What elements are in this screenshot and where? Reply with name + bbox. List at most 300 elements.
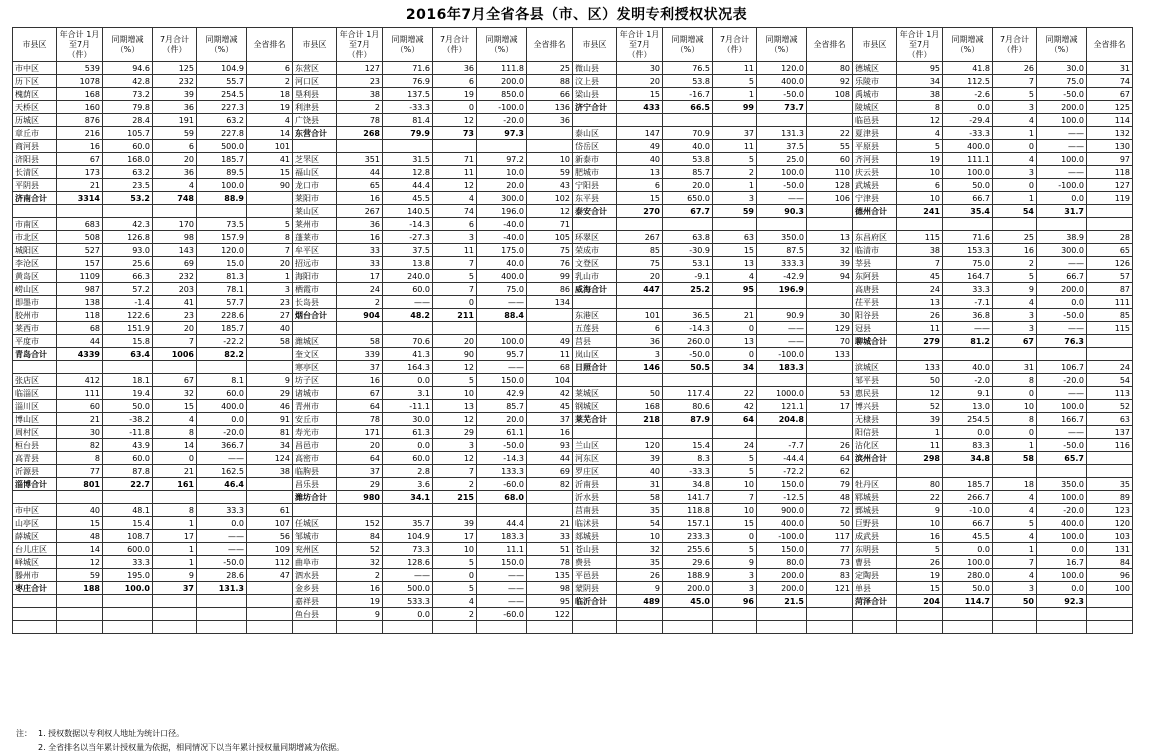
- value-cell: 600.0: [103, 543, 153, 556]
- value-cell: 7: [153, 335, 197, 348]
- value-cell: 0: [993, 140, 1037, 153]
- value-cell: 67: [1087, 88, 1133, 101]
- region-cell: 周村区: [13, 426, 57, 439]
- table-row: [13, 621, 1133, 634]
- value-cell: 232: [153, 75, 197, 88]
- value-cell: 204.8: [757, 413, 807, 426]
- value-cell: 29: [433, 426, 477, 439]
- value-cell: 17: [433, 530, 477, 543]
- value-cell: 80.6: [663, 400, 713, 413]
- region-cell: 山亭区: [13, 517, 57, 530]
- value-cell: 58: [337, 335, 383, 348]
- region-cell: 单县: [853, 582, 897, 595]
- column-header: 同期增减 （%）: [103, 28, 153, 62]
- value-cell: 11.1: [477, 543, 527, 556]
- value-cell: [807, 205, 853, 218]
- value-cell: ——: [477, 296, 527, 309]
- value-cell: 683: [57, 218, 103, 231]
- table-row: [13, 88, 1133, 101]
- value-cell: 120: [1087, 517, 1133, 530]
- value-cell: 44: [337, 166, 383, 179]
- table-row: [13, 244, 1133, 257]
- value-cell: [807, 283, 853, 296]
- value-cell: 0.0: [943, 426, 993, 439]
- value-cell: 84: [1087, 556, 1133, 569]
- value-cell: 66.5: [663, 101, 713, 114]
- value-cell: 11: [713, 140, 757, 153]
- value-cell: 9: [617, 582, 663, 595]
- value-cell: 59: [527, 166, 573, 179]
- value-cell: [943, 608, 993, 621]
- value-cell: -100.0: [477, 101, 527, 114]
- value-cell: 125: [153, 62, 197, 75]
- value-cell: 508: [57, 231, 103, 244]
- value-cell: 2: [433, 478, 477, 491]
- value-cell: 31: [993, 361, 1037, 374]
- column-header: 市县区: [13, 28, 57, 62]
- region-cell: 蒙阴县: [573, 582, 617, 595]
- value-cell: 17: [807, 400, 853, 413]
- value-cell: 137: [1087, 426, 1133, 439]
- value-cell: 21: [57, 413, 103, 426]
- value-cell: 0.0: [383, 374, 433, 387]
- value-cell: 3: [433, 439, 477, 452]
- value-cell: 35: [617, 504, 663, 517]
- value-cell: 91: [247, 413, 293, 426]
- value-cell: 111: [57, 387, 103, 400]
- value-cell: [807, 114, 853, 127]
- value-cell: 115: [897, 231, 943, 244]
- value-cell: [993, 348, 1037, 361]
- value-cell: 20: [153, 153, 197, 166]
- region-cell: 临邑县: [853, 114, 897, 127]
- value-cell: 16: [337, 192, 383, 205]
- value-cell: 78: [337, 413, 383, 426]
- value-cell: 39: [617, 452, 663, 465]
- value-cell: [57, 361, 103, 374]
- patent-grant-table: [12, 27, 1133, 634]
- value-cell: 500.0: [383, 582, 433, 595]
- region-cell: 东港区: [573, 309, 617, 322]
- value-cell: 131.3: [197, 582, 247, 595]
- value-cell: 147: [617, 127, 663, 140]
- value-cell: 0: [433, 569, 477, 582]
- table-row: [13, 75, 1133, 88]
- value-cell: 40: [57, 504, 103, 517]
- value-cell: 37: [337, 465, 383, 478]
- value-cell: 34: [713, 361, 757, 374]
- value-cell: 131: [1087, 543, 1133, 556]
- value-cell: 3: [993, 166, 1037, 179]
- value-cell: -33.3: [383, 101, 433, 114]
- value-cell: 3: [993, 309, 1037, 322]
- value-cell: 100.0: [1037, 530, 1087, 543]
- value-cell: 4: [993, 491, 1037, 504]
- value-cell: 3: [617, 348, 663, 361]
- value-cell: 26: [897, 556, 943, 569]
- value-cell: [247, 608, 293, 621]
- value-cell: 196.9: [757, 283, 807, 296]
- region-cell: 罗庄区: [573, 465, 617, 478]
- value-cell: 26: [807, 439, 853, 452]
- region-cell: 垦利县: [293, 88, 337, 101]
- region-cell: [293, 322, 337, 335]
- value-cell: [527, 140, 573, 153]
- value-cell: 36.8: [943, 309, 993, 322]
- value-cell: 0.0: [943, 101, 993, 114]
- city-total-cell: 滨州合计: [853, 452, 897, 465]
- table-row: [13, 309, 1133, 322]
- value-cell: 57.2: [103, 283, 153, 296]
- region-cell: [13, 491, 57, 504]
- value-cell: 18.1: [103, 374, 153, 387]
- value-cell: 42: [713, 400, 757, 413]
- value-cell: 333.3: [757, 257, 807, 270]
- value-cell: -10.0: [943, 504, 993, 517]
- value-cell: 121.1: [757, 400, 807, 413]
- value-cell: [103, 595, 153, 608]
- value-cell: 25: [993, 231, 1037, 244]
- value-cell: 111.1: [943, 153, 993, 166]
- value-cell: 45: [527, 400, 573, 413]
- value-cell: [943, 465, 993, 478]
- value-cell: -27.3: [383, 231, 433, 244]
- region-cell: 崂山区: [13, 283, 57, 296]
- region-cell: 天桥区: [13, 101, 57, 114]
- table-row: [13, 296, 1133, 309]
- value-cell: 150.0: [477, 374, 527, 387]
- column-header: 市县区: [293, 28, 337, 62]
- value-cell: 38: [897, 88, 943, 101]
- table-row: [13, 140, 1133, 153]
- region-cell: [853, 465, 897, 478]
- value-cell: 13: [433, 400, 477, 413]
- region-cell: 诸城市: [293, 387, 337, 400]
- region-cell: 微山县: [573, 62, 617, 75]
- value-cell: [807, 374, 853, 387]
- value-cell: 110: [807, 166, 853, 179]
- column-header: 全省排名: [1087, 28, 1133, 62]
- value-cell: [197, 491, 247, 504]
- value-cell: [713, 608, 757, 621]
- region-cell: 河口区: [293, 75, 337, 88]
- region-cell: 安丘市: [293, 413, 337, 426]
- column-header: 7月合计 （件）: [433, 28, 477, 62]
- value-cell: 85.7: [477, 400, 527, 413]
- value-cell: 63: [1087, 413, 1133, 426]
- value-cell: 8: [57, 452, 103, 465]
- value-cell: 68.0: [477, 491, 527, 504]
- value-cell: 36: [617, 335, 663, 348]
- value-cell: 254.5: [197, 88, 247, 101]
- value-cell: 100.0: [1037, 153, 1087, 166]
- value-cell: 40: [617, 153, 663, 166]
- value-cell: 20: [617, 75, 663, 88]
- value-cell: [617, 426, 663, 439]
- table-row: [13, 413, 1133, 426]
- value-cell: [247, 621, 293, 634]
- value-cell: 96: [713, 595, 757, 608]
- value-cell: 183.3: [757, 361, 807, 374]
- value-cell: 850.0: [477, 88, 527, 101]
- value-cell: 39: [807, 257, 853, 270]
- value-cell: -20.0: [477, 114, 527, 127]
- region-cell: 郯城县: [573, 530, 617, 543]
- value-cell: 11: [433, 166, 477, 179]
- value-cell: [1087, 335, 1133, 348]
- value-cell: 15.4: [103, 517, 153, 530]
- region-cell: 台儿庄区: [13, 543, 57, 556]
- value-cell: [433, 504, 477, 517]
- value-cell: 5: [993, 88, 1037, 101]
- value-cell: 21: [57, 179, 103, 192]
- region-cell: 曹县: [853, 556, 897, 569]
- value-cell: 75.0: [1037, 75, 1087, 88]
- region-cell: 临清市: [853, 244, 897, 257]
- value-cell: 168.0: [103, 153, 153, 166]
- value-cell: -7.7: [757, 439, 807, 452]
- value-cell: 78: [337, 114, 383, 127]
- region-cell: [853, 218, 897, 231]
- value-cell: 46.4: [197, 478, 247, 491]
- table-row: [13, 205, 1133, 218]
- value-cell: 49: [617, 140, 663, 153]
- value-cell: [103, 491, 153, 504]
- value-cell: 12.8: [383, 166, 433, 179]
- value-cell: 28.4: [103, 114, 153, 127]
- value-cell: 32: [807, 244, 853, 257]
- value-cell: 87.5: [757, 244, 807, 257]
- value-cell: 533.3: [383, 595, 433, 608]
- value-cell: 80: [807, 62, 853, 75]
- value-cell: 15: [153, 400, 197, 413]
- table-row: [13, 478, 1133, 491]
- value-cell: 23: [153, 309, 197, 322]
- value-cell: 128.6: [383, 556, 433, 569]
- value-cell: [897, 348, 943, 361]
- value-cell: 84: [337, 530, 383, 543]
- header-row: [13, 28, 1133, 62]
- region-cell: 莱山区: [293, 205, 337, 218]
- table-row: [13, 595, 1133, 608]
- table-row: [13, 517, 1133, 530]
- value-cell: 100.0: [1037, 491, 1087, 504]
- value-cell: 10.0: [477, 166, 527, 179]
- value-cell: [713, 621, 757, 634]
- column-header: 年合计 1月至7月 （件）: [897, 28, 943, 62]
- value-cell: 113: [1087, 387, 1133, 400]
- value-cell: 79.8: [103, 101, 153, 114]
- region-cell: 东营区: [293, 62, 337, 75]
- value-cell: 339: [337, 348, 383, 361]
- region-cell: [573, 374, 617, 387]
- value-cell: 54: [993, 205, 1037, 218]
- value-cell: 61.1: [477, 426, 527, 439]
- value-cell: 53: [807, 387, 853, 400]
- value-cell: -14.3: [663, 322, 713, 335]
- value-cell: 175.0: [477, 244, 527, 257]
- region-cell: [573, 608, 617, 621]
- value-cell: 87: [1087, 283, 1133, 296]
- table-row: [13, 426, 1133, 439]
- value-cell: [617, 296, 663, 309]
- value-cell: 200.0: [757, 582, 807, 595]
- value-cell: 10: [897, 517, 943, 530]
- region-cell: 长清区: [13, 166, 57, 179]
- value-cell: 4339: [57, 348, 103, 361]
- value-cell: 171: [337, 426, 383, 439]
- value-cell: [617, 621, 663, 634]
- region-cell: 德城区: [853, 62, 897, 75]
- value-cell: 13.0: [943, 400, 993, 413]
- value-cell: 53.8: [663, 153, 713, 166]
- value-cell: [153, 491, 197, 504]
- value-cell: [103, 205, 153, 218]
- value-cell: 90.3: [757, 205, 807, 218]
- value-cell: [247, 595, 293, 608]
- value-cell: 191: [153, 114, 197, 127]
- value-cell: 21: [713, 309, 757, 322]
- value-cell: 6: [617, 322, 663, 335]
- value-cell: 1: [897, 426, 943, 439]
- region-cell: 青州市: [293, 400, 337, 413]
- value-cell: -16.7: [663, 88, 713, 101]
- value-cell: 19: [337, 595, 383, 608]
- value-cell: 67: [337, 387, 383, 400]
- table-row: [13, 361, 1133, 374]
- value-cell: 0.0: [1037, 192, 1087, 205]
- value-cell: 90.9: [757, 309, 807, 322]
- region-cell: 莱州市: [293, 218, 337, 231]
- value-cell: 35.7: [383, 517, 433, 530]
- value-cell: 18: [993, 478, 1037, 491]
- value-cell: 44: [527, 452, 573, 465]
- region-cell: 莘县: [853, 257, 897, 270]
- value-cell: 3.6: [383, 478, 433, 491]
- value-cell: 21.5: [757, 595, 807, 608]
- region-cell: 泰山区: [573, 127, 617, 140]
- value-cell: 12: [433, 179, 477, 192]
- value-cell: 52: [337, 543, 383, 556]
- value-cell: 350.0: [757, 231, 807, 244]
- value-cell: 117: [807, 530, 853, 543]
- value-cell: 97.3: [477, 127, 527, 140]
- value-cell: 46: [247, 400, 293, 413]
- region-cell: 桓台县: [13, 439, 57, 452]
- value-cell: -11.1: [383, 400, 433, 413]
- value-cell: 36: [433, 62, 477, 75]
- value-cell: 45.5: [943, 530, 993, 543]
- value-cell: 38: [897, 244, 943, 257]
- value-cell: [57, 608, 103, 621]
- region-cell: 高青县: [13, 452, 57, 465]
- value-cell: 11: [527, 348, 573, 361]
- value-cell: 22.7: [103, 478, 153, 491]
- value-cell: 527: [57, 244, 103, 257]
- value-cell: 15: [897, 582, 943, 595]
- value-cell: 10: [527, 153, 573, 166]
- value-cell: 85: [617, 244, 663, 257]
- value-cell: 111.8: [477, 62, 527, 75]
- value-cell: 8: [153, 504, 197, 517]
- value-cell: 10: [713, 504, 757, 517]
- value-cell: [713, 296, 757, 309]
- value-cell: ——: [943, 322, 993, 335]
- value-cell: 13.8: [383, 257, 433, 270]
- city-total-cell: 济宁合计: [573, 101, 617, 114]
- value-cell: [197, 608, 247, 621]
- value-cell: 81.2: [943, 335, 993, 348]
- value-cell: 42.3: [103, 218, 153, 231]
- value-cell: 6: [617, 179, 663, 192]
- region-cell: 沂南县: [573, 478, 617, 491]
- value-cell: 95: [897, 62, 943, 75]
- value-cell: 8: [153, 426, 197, 439]
- value-cell: 129: [807, 322, 853, 335]
- value-cell: 24: [1087, 361, 1133, 374]
- value-cell: 2: [337, 101, 383, 114]
- value-cell: 1: [153, 543, 197, 556]
- value-cell: 130: [1087, 140, 1133, 153]
- value-cell: [527, 127, 573, 140]
- value-cell: 218: [617, 413, 663, 426]
- value-cell: [807, 361, 853, 374]
- value-cell: 29.6: [663, 556, 713, 569]
- value-cell: [663, 296, 713, 309]
- value-cell: [1087, 595, 1133, 608]
- value-cell: 2: [337, 296, 383, 309]
- value-cell: 33: [337, 244, 383, 257]
- value-cell: 0.0: [1037, 582, 1087, 595]
- value-cell: -60.0: [477, 608, 527, 621]
- value-cell: 93.0: [103, 244, 153, 257]
- value-cell: 204: [897, 595, 943, 608]
- value-cell: 131.3: [757, 127, 807, 140]
- value-cell: 38.9: [1037, 231, 1087, 244]
- value-cell: 33: [527, 530, 573, 543]
- value-cell: [477, 621, 527, 634]
- value-cell: 10: [433, 387, 477, 400]
- value-cell: [807, 413, 853, 426]
- value-cell: 5: [713, 153, 757, 166]
- value-cell: 146: [617, 361, 663, 374]
- city-total-cell: 济南合计: [13, 192, 57, 205]
- value-cell: 70.9: [663, 127, 713, 140]
- value-cell: -60.0: [477, 478, 527, 491]
- value-cell: 1: [713, 88, 757, 101]
- value-cell: ——: [1037, 387, 1087, 400]
- value-cell: 34: [897, 75, 943, 88]
- table-row: [13, 530, 1133, 543]
- value-cell: 267: [617, 231, 663, 244]
- value-cell: 150.0: [757, 543, 807, 556]
- value-cell: 52: [897, 400, 943, 413]
- value-cell: 86: [527, 283, 573, 296]
- value-cell: 118.8: [663, 504, 713, 517]
- table-row: [13, 62, 1133, 75]
- region-cell: 商河县: [13, 140, 57, 153]
- value-cell: [247, 491, 293, 504]
- value-cell: 116: [1087, 439, 1133, 452]
- value-cell: -20.0: [197, 426, 247, 439]
- value-cell: 76: [527, 257, 573, 270]
- value-cell: 118: [1087, 166, 1133, 179]
- column-header: 同期增减 （%）: [757, 28, 807, 62]
- value-cell: 2.8: [383, 465, 433, 478]
- value-cell: 50.5: [663, 361, 713, 374]
- value-cell: [247, 205, 293, 218]
- value-cell: [103, 621, 153, 634]
